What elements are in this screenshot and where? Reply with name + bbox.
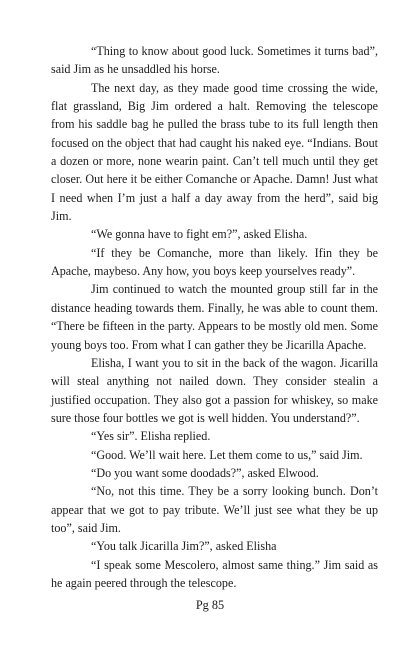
paragraph: “No, not this time. They be a sorry looking bunch. Don’t appear that we got to pay tribute. We’ll just see what they be up too”, said Jim. (51, 484, 378, 535)
paragraph: Jim continued to watch the mounted group still far in the distance heading towards them. Finally, he was able to count them. “There be fifteen in the party. Appears to be mostly old men. Some young boys too. From what I can gather they be Jicarilla Apache. (51, 282, 378, 352)
paragraph: “Thing to know about good luck. Sometimes it turns bad”, said Jim as he unsaddled his horse. (51, 44, 378, 77)
paragraph: “If they be Comanche, more than likely. Ifin they be Apache, maybeso. Any how, you boys keep yourselves ready”. (51, 245, 378, 279)
paragraph: “Do you want some doodads?”, asked Elwood. (91, 465, 319, 480)
paragraph: “We gonna have to fight em?”, asked Elisha. (91, 227, 308, 242)
body-text (51, 42, 378, 592)
paragraph: “Yes sir”. Elisha replied. (91, 429, 211, 444)
page-number: Pg 85 (195, 598, 225, 612)
paragraph: “Good. We’ll wait here. Let them come to us,” said Jim. (91, 447, 363, 462)
paragraph: “I speak some Mescolero, almost same thing.” Jim said as he again peered through the telescope. (51, 557, 378, 590)
paragraph: The next day, as they made good time crossing the wide, flat grassland, Big Jim ordered a halt. Removing the telescope from his saddle bag he pulled the brass tube to its full length then focused on the object that had caught his naked eye. “Indians. Bout a dozen or more, none wearin paint. Can’t tell much until they get closer. Out here it be either Comanche or Apache. Damn! Just what I need when I’m just a half a day away from the herd”, said big Jim. (51, 80, 378, 224)
paragraph: “You talk Jicarilla Jim?”, asked Elisha (91, 539, 277, 554)
paragraph: Elisha, I want you to sit in the back of the wagon. Jicarilla will steal anything not nailed down. They consider stealin a justified occupation. They also got a passion for whiskey, so make sure those four bottles we got is well hidden. You understand?”. (51, 355, 378, 425)
